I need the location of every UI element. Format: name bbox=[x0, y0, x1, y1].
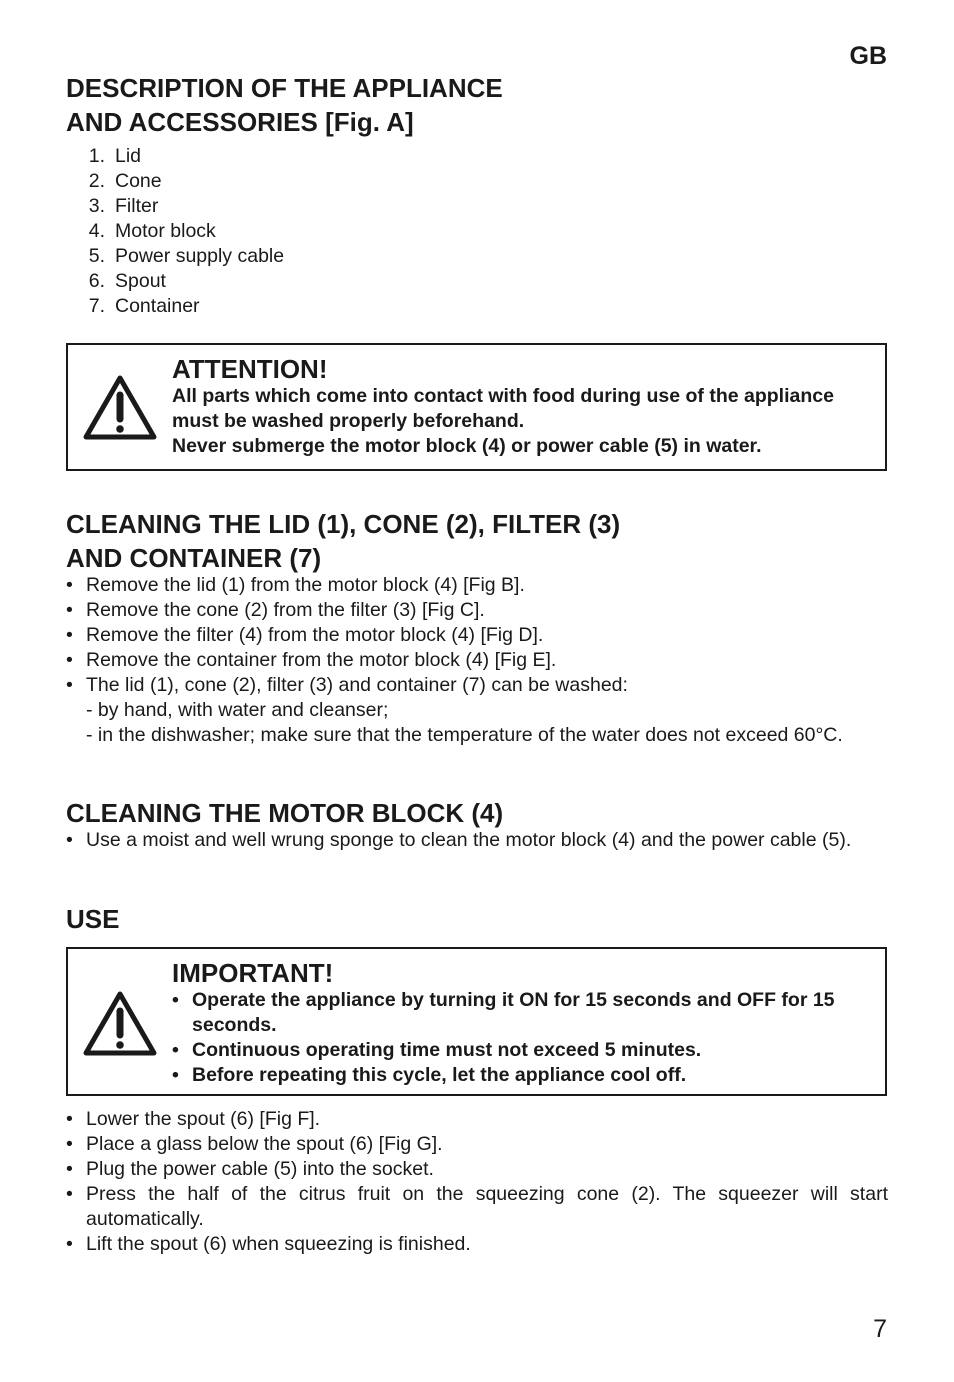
cleaning-parts-list bbox=[66, 573, 888, 748]
list-item bbox=[66, 623, 888, 648]
list-item bbox=[66, 1132, 888, 1157]
list-item bbox=[66, 144, 284, 169]
list-item bbox=[66, 648, 888, 673]
list-item-text: Remove the cone (2) from the filter (3) [Fig C]. bbox=[86, 599, 485, 621]
list-item-body bbox=[86, 673, 888, 748]
warning-triangle-icon bbox=[81, 373, 159, 443]
important-title: IMPORTANT! bbox=[172, 958, 334, 988]
list-item-text: Use a moist and well wrung sponge to clean the motor block (4) and the power cable (5). bbox=[86, 829, 852, 851]
bullet-dot: • bbox=[66, 674, 73, 696]
item-number: 1. bbox=[88, 145, 105, 167]
bullet-dot: • bbox=[66, 829, 73, 851]
list-item bbox=[172, 1063, 873, 1088]
language-code: GB bbox=[849, 42, 887, 70]
item-label: Spout bbox=[115, 270, 166, 292]
list-item bbox=[66, 169, 284, 194]
list-item-text: Remove the filter (4) from the motor block (4) [Fig D]. bbox=[86, 624, 544, 646]
list-item-text: Place a glass below the spout (6) [Fig G]. bbox=[86, 1133, 443, 1155]
list-item-text: The lid (1), cone (2), filter (3) and container (7) can be washed: bbox=[86, 674, 628, 696]
list-item-text: Before repeating this cycle, let the appliance cool off. bbox=[192, 1064, 687, 1086]
list-item-text: Remove the container from the motor block (4) [Fig E]. bbox=[86, 649, 557, 671]
item-number: 7. bbox=[88, 295, 105, 317]
list-item bbox=[66, 1182, 888, 1232]
sub-item-hand: - by hand, with water and cleanser; bbox=[86, 699, 389, 721]
bullet-dot: • bbox=[66, 1133, 73, 1155]
list-item bbox=[172, 988, 873, 1038]
item-label: Filter bbox=[115, 195, 159, 217]
warning-triangle-icon bbox=[81, 989, 159, 1059]
list-item bbox=[66, 673, 888, 748]
bullet-dot: • bbox=[66, 1233, 73, 1255]
item-label: Motor block bbox=[115, 220, 216, 242]
cleaning-motor-list bbox=[66, 828, 888, 853]
attention-title: ATTENTION! bbox=[172, 354, 328, 384]
description-heading-line1: DESCRIPTION OF THE APPLIANCE bbox=[66, 73, 503, 103]
list-item-text: Lower the spout (6) [Fig F]. bbox=[86, 1108, 321, 1130]
important-list bbox=[172, 988, 873, 1088]
list-item-text: Remove the lid (1) from the motor block (4) [Fig B]. bbox=[86, 574, 525, 596]
list-item bbox=[66, 269, 284, 294]
attention-content bbox=[172, 354, 873, 459]
list-item-text: Lift the spout (6) when squeezing is finished. bbox=[86, 1233, 471, 1255]
list-item bbox=[66, 219, 284, 244]
bullet-dot: • bbox=[172, 1039, 179, 1061]
list-item bbox=[66, 194, 284, 219]
bullet-dot: • bbox=[66, 574, 73, 596]
list-item bbox=[66, 1232, 888, 1257]
use-heading: USE bbox=[66, 904, 120, 934]
list-item bbox=[66, 573, 888, 598]
item-number: 2. bbox=[88, 170, 105, 192]
important-content bbox=[172, 958, 873, 1088]
cleaning-parts-heading-line2: AND CONTAINER (7) bbox=[66, 543, 322, 573]
list-item bbox=[66, 598, 888, 623]
bullet-dot: • bbox=[66, 1158, 73, 1180]
item-label: Cone bbox=[115, 170, 162, 192]
bullet-dot: • bbox=[66, 624, 73, 646]
bullet-dot: • bbox=[172, 989, 179, 1011]
description-heading-line2: AND ACCESSORIES [Fig. A] bbox=[66, 107, 414, 137]
attention-text-1: All parts which come into contact with food during use of the appliance must be washed properly beforehand. bbox=[172, 385, 834, 432]
bullet-dot: • bbox=[66, 1183, 73, 1205]
list-item-text: Press the half of the citrus fruit on the squeezing cone (2). The squeezer will start automatically. bbox=[86, 1183, 888, 1230]
item-number: 4. bbox=[88, 220, 105, 242]
description-heading bbox=[66, 71, 503, 139]
list-item-text: Operate the appliance by turning it ON for 15 seconds and OFF for 15 seconds. bbox=[192, 989, 835, 1036]
cleaning-motor-heading: CLEANING THE MOTOR BLOCK (4) bbox=[66, 798, 504, 828]
item-number: 5. bbox=[88, 245, 105, 267]
item-label: Lid bbox=[115, 145, 142, 167]
bullet-dot: • bbox=[66, 1108, 73, 1130]
list-item bbox=[172, 1038, 873, 1063]
page-number: 7 bbox=[873, 1315, 887, 1343]
cleaning-parts-heading-line1: CLEANING THE LID (1), CONE (2), FILTER (3) bbox=[66, 509, 621, 539]
use-steps-list bbox=[66, 1107, 888, 1257]
item-number: 3. bbox=[88, 195, 105, 217]
sub-item-dishwasher: - in the dishwasher; make sure that the temperature of the water does not exceed 60°C. bbox=[86, 724, 843, 746]
item-number: 6. bbox=[88, 270, 105, 292]
cleaning-parts-heading bbox=[66, 507, 620, 575]
bullet-dot: • bbox=[66, 649, 73, 671]
attention-text-2: Never submerge the motor block (4) or power cable (5) in water. bbox=[172, 435, 762, 457]
list-item bbox=[66, 244, 284, 269]
list-item bbox=[66, 1107, 888, 1132]
item-label: Power supply cable bbox=[115, 245, 285, 267]
bullet-dot: • bbox=[66, 599, 73, 621]
list-item bbox=[66, 1157, 888, 1182]
list-item bbox=[66, 294, 284, 319]
bullet-dot: • bbox=[172, 1064, 179, 1086]
list-item-text: Continuous operating time must not exceed 5 minutes. bbox=[192, 1039, 702, 1061]
list-item-text: Plug the power cable (5) into the socket. bbox=[86, 1158, 434, 1180]
attention-box bbox=[66, 343, 887, 471]
list-item bbox=[66, 828, 888, 853]
item-label: Container bbox=[115, 295, 200, 317]
parts-list bbox=[66, 144, 284, 319]
important-box bbox=[66, 947, 887, 1096]
